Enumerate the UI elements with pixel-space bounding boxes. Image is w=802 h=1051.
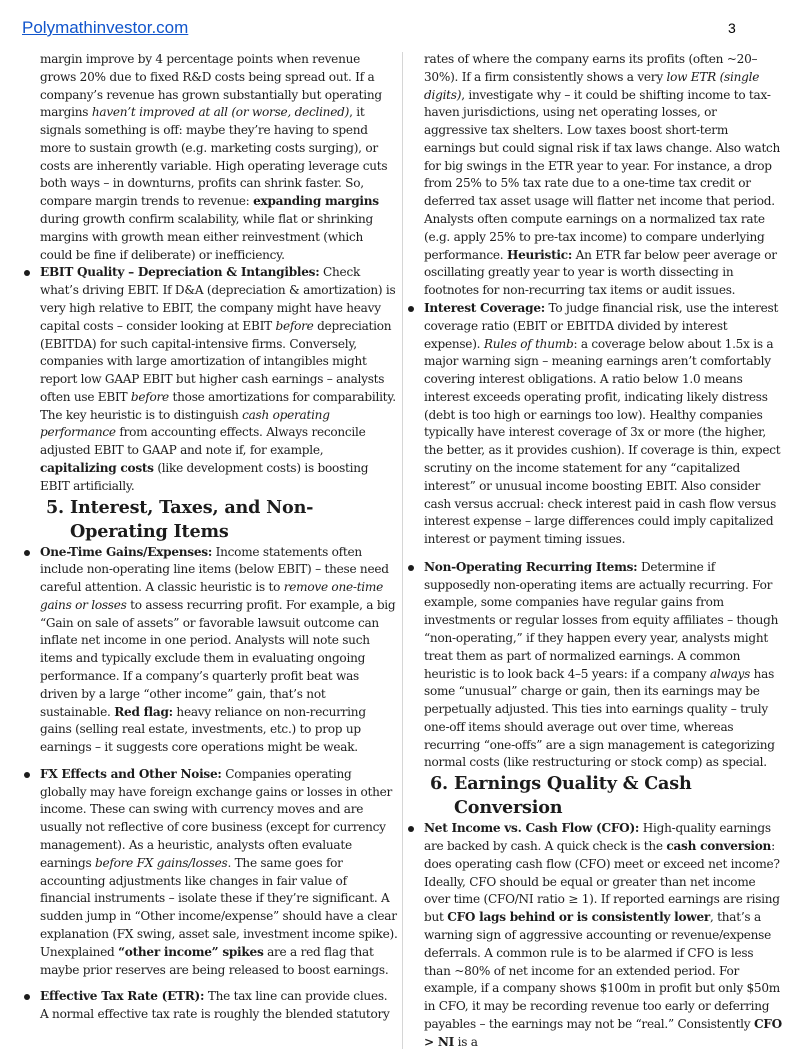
left-column: [40, 51, 398, 1024]
bullet-list: [40, 544, 398, 1024]
bullet-list: [424, 820, 782, 1051]
section-heading-5: 5. Interest, Taxes, and Non-Operating Items: [46, 496, 314, 542]
list-item-one-time-gains: One-Time Gains/Expenses: Income statements often include non-operating line items (below EBIT) – these need careful attention. A classic heuristic is to remove one-time gains or losses to assess recurring profit. For example, a big “Gain on sale of assets” or favorable lawsuit outcome can inflate net income in one period. Analysts will note such items and typically exclude them in evaluating ongoing performance. If a company’s quarterly profit beat was driven by a large “other income” gain, that’s not sustainable. Red flag: heavy reliance on non-recurring gains (selling real estate, investments, etc.) to prop up earnings – it suggests core operations might be weak.: [40, 544, 398, 757]
right-column: [424, 51, 782, 1051]
bullet-list: [40, 264, 398, 495]
section-heading-6: 6. Earnings Quality & Cash Conversion: [430, 773, 692, 819]
margin-paragraph: margin improve by 4 percentage points when revenue grows 20% due to fixed R&D costs being spread out. If a company’s revenue has grown substantially but operating margins haven’t improved at all (or worse, declined), it signals something is off: maybe they’re having to spend more to sustain growth (e.g. marketing costs surging), or costs are inherently variable. High operating leverage cuts both ways – in downturns, profits can shrink faster. So, compare margin trends to revenue: expanding margins during growth confirm scalability, while flat or shrinking margins with growth mean either reinvestment (which could be fine if deliberate) or inefficiency.: [40, 52, 388, 262]
list-item-non-operating-recurring: Non-Operating Recurring Items: Determine if supposedly non-operating items are actually recurring. For example, some companies have regular gains from investments or regular losses from equity affiliates – though “non-operating,” if they happen every year, analysts might treat them as part of normalized earnings. A common heuristic is to look back 4–5 years: if a company always has some “unusual” charge or gain, then its earnings may be perpetually adjusted. This ties into earnings quality – truly one-off items should average out over time, whereas recurring “one-offs” are a sign management is categorizing normal costs (like restructuring or stock comp) as special.: [424, 559, 782, 772]
etr-continued-paragraph: rates of where the company earns its profits (often ~20–30%). If a firm consistently shows a very low ETR (single digits), investigate why – it could be shifting income to tax-haven jurisdictions, using net operating losses, or aggressive tax shelters. Low taxes boost short-term earnings but could signal risk if tax laws change. Also watch for big swings in the ETR year to year. For instance, a drop from 25% to 5% tax rate due to a one-time tax credit or deferred tax asset usage will flatter net income that period. Analysts often compute earnings on a normalized tax rate (e.g. apply 25% to pre-tax income) to compare underlying performance. Heuristic: An ETR far below peer average or oscillating greatly year to year is worth dissecting in footnotes for non-recurring tax items or audit issues.: [424, 52, 781, 298]
column-divider: [402, 52, 403, 1049]
bullet-list: [424, 300, 782, 772]
list-item-ebit-quality: EBIT Quality – Depreciation & Intangibles: Check what’s driving EBIT. If D&A (depreciation & amortization) is very high relative to EBIT, the company might have heavy capital costs – consider looking at EBIT before depreciation (EBITDA) for such capital-intensive firms. Conversely, companies with large amortization of intangibles might report low GAAP EBIT but higher cash earnings – analysts often use EBIT before those amortizations for comparability. The key heuristic is to distinguish cash operating performance from accounting effects. Always reconcile adjusted EBIT to GAAP and note if, for example, capitalizing costs (like development costs) is boosting EBIT artificially.: [40, 264, 398, 495]
page-number: 3: [728, 20, 736, 36]
list-item-interest-coverage: Interest Coverage: To judge financial risk, use the interest coverage ratio (EBIT or EBITDA divided by interest expense). Rules of thumb: a coverage below about 1.5x is a major warning sign – meaning earnings aren’t comfortably covering interest obligations. A ratio below 1.0 means interest exceeds operating profit, indicating likely distress (debt is too high or earnings too low). Healthy companies typically have interest coverage of 3x or more (the higher, the better, as it provides cushion). If coverage is thin, expect scrutiny on the income statement for any “capitalized interest” or unusual income boosting EBIT. Also consider cash versus accrual: check interest paid in cash flow versus interest expense – large differences could imply capitalized interest or payment timing issues.: [424, 300, 782, 549]
list-item-fx-effects: FX Effects and Other Noise: Companies operating globally may have foreign exchange gains or losses in other income. These can swing with currency moves and are usually not reflective of core business (except for currency management). As a heuristic, analysts often evaluate earnings before FX gains/losses. The same goes for accounting adjustments like changes in fair value of financial instruments – isolate these if they’re significant. A sudden jump in “Other income/expense” should have a clear explanation (FX swing, asset sale, investment income spike). Unexplained “other income” spikes are a red flag that maybe prior reserves are being released to boost earnings.: [40, 766, 398, 979]
list-item-net-income-vs-cfo: Net Income vs. Cash Flow (CFO): High-quality earnings are backed by cash. A quick check is the cash conversion: does operating cash flow (CFO) meet or exceed net income? Ideally, CFO should be equal or greater than net income over time (CFO/NI ratio ≥ 1). If reported earnings are rising but CFO lags behind or is consistently lower, that’s a warning sign of aggressive accounting or revenue/expense deferrals. A common rule is to be alarmed if CFO is less than ~80% of net income for an extended period. For example, if a company shows $100m in profit but only $50m in CFO, it may be recording revenue too early or deferring payables – the earnings may not be “real.” Consistently CFO > NI is a: [424, 820, 782, 1051]
list-item-effective-tax-rate: Effective Tax Rate (ETR): The tax line can provide clues. A normal effective tax rate is roughly the blended statutory: [40, 988, 398, 1024]
site-link[interactable]: Polymathinvestor.com: [22, 18, 189, 37]
